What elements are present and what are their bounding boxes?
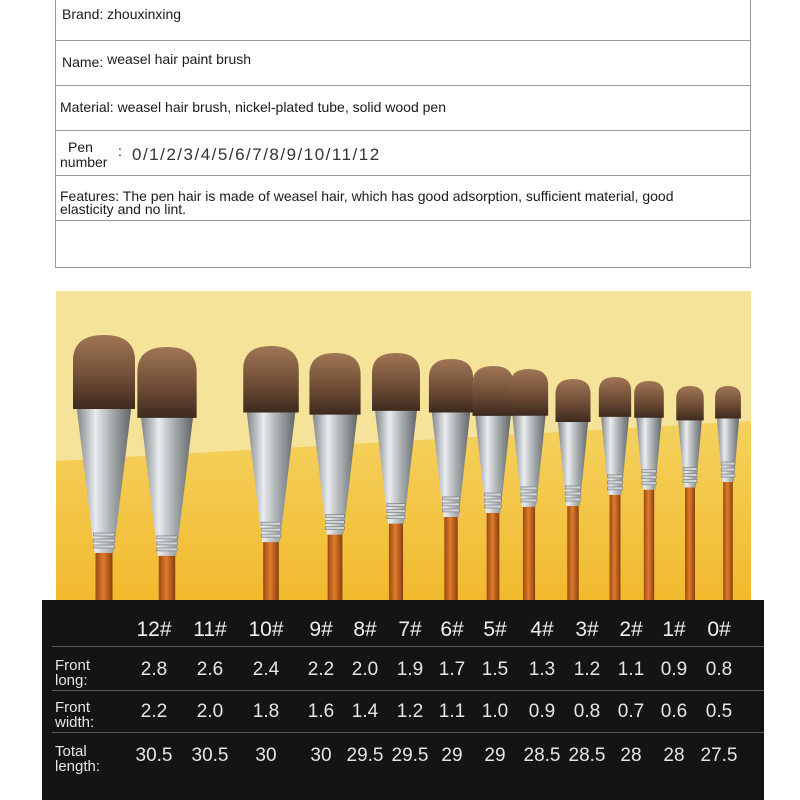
size-header-11: 11# [193,618,227,641]
front-long-value: 2.2 [307,659,335,680]
brush-handle [610,491,621,600]
row-divider-2 [52,732,764,733]
name-value: weasel hair paint brush [107,51,252,67]
size-header-4: 4# [530,618,554,641]
total-length-value: 29 [441,745,463,766]
front-width-label-line1: Front [55,699,91,716]
brush-crimp-ring [521,499,537,502]
header-divider [52,646,764,647]
size-header-6: 6# [440,618,464,641]
brush-handle [685,484,695,600]
brush-crimp-ring [608,475,623,478]
total-length-value: 29 [484,745,506,766]
front-width-value: 1.8 [252,701,280,722]
brush-crimp-ring [157,548,177,551]
front-long-label-line1: Front [55,657,91,674]
brush-crimp-ring [608,487,623,490]
total-length-value: 28.5 [523,745,561,766]
front-width-value: 1.6 [307,701,335,722]
front-long-value: 0.9 [660,659,688,680]
front-width-value: 1.0 [481,701,509,722]
brush-crimp-ring [442,509,459,512]
front-long-value: 2.6 [196,659,224,680]
brush-handle [96,549,113,600]
brush-crimp-ring [94,545,115,548]
brush-crimp-ring [326,515,345,518]
front-width-value: 1.4 [351,701,379,722]
front-long-value: 2.4 [252,659,280,680]
front-long-value: 1.9 [396,659,424,680]
brush-hair [510,369,548,416]
pen-key-line1: Pen [68,139,93,155]
front-width-label-line2: width: [55,714,95,731]
brush-handle [723,478,733,600]
front-width-label [55,700,94,730]
total-length-value: 28 [663,745,685,766]
brush-crimp-ring [642,482,656,485]
brush-crimp-ring [565,498,581,501]
total-length-value: 27.5 [700,745,738,766]
brush-crimp-ring [485,499,502,502]
spec-row-name [56,41,750,86]
front-width-value: 0.8 [573,701,601,722]
brush-crimp-ring [683,468,697,471]
material-text: Material: weasel hair brush, nickel-plated tube, solid wood pen [60,99,446,115]
total-length-label [55,744,100,774]
front-width-value: 0.7 [617,701,645,722]
size-header-8: 8# [353,618,377,641]
brush-handle [523,503,535,600]
spec-table [55,0,751,268]
size-header-1: 1# [662,618,686,641]
size-header-7: 7# [398,618,422,641]
spec-row-pen-number [56,131,750,176]
brush-crimp-ring [326,521,345,524]
pen-key-line2: number [60,154,108,170]
brush-crimp-ring [387,504,405,507]
brush-crimp-ring [261,534,281,537]
brush-crimp-ring [261,522,281,525]
front-long-label [55,658,90,688]
front-width-value: 0.9 [528,701,556,722]
front-long-value: 1.7 [438,659,466,680]
front-long-value: 1.2 [573,659,601,680]
front-width-value: 1.1 [438,701,466,722]
brush-hair [473,366,514,416]
total-length-value: 30 [255,745,277,766]
size-header-2: 2# [619,618,643,641]
front-width-value: 1.2 [396,701,424,722]
brush-hair [556,379,591,422]
brush-hair [599,377,631,417]
brush-crimp-ring [683,474,697,477]
brush-hair [715,386,741,418]
brush-crimp-ring [521,487,537,490]
brush-crimp-ring [94,533,115,536]
brush-handle [159,552,175,600]
front-long-value: 0.8 [705,659,733,680]
brush-handle [567,502,579,600]
brush-set-illustration [56,291,751,600]
total-length-value: 28.5 [568,745,606,766]
spec-row-material [56,86,750,131]
total-length-value: 28 [620,745,642,766]
brand-text: Brand: zhouxinxing [62,6,182,22]
brush-crimp-ring [485,505,502,508]
pen-colon: : [118,143,122,159]
brush-hair [243,346,299,413]
brush-crimp-ring [721,462,735,465]
brush-crimp-ring [157,536,177,539]
brush-hair [73,335,135,409]
front-long-value: 1.5 [481,659,509,680]
front-long-value: 2.0 [351,659,379,680]
total-length-value: 30.5 [191,745,229,766]
brush-crimp-ring [642,476,656,479]
brush-hair [137,347,196,418]
brush-crimp-ring [608,481,623,484]
front-long-label-line2: long: [55,672,88,689]
brush-crimp-ring [565,492,581,495]
brush-crimp-ring [442,497,459,500]
brush-crimp-ring [485,493,502,496]
pen-number-values: 0/1/2/3/4/5/6/7/8/9/10/11/12 [132,145,381,164]
brush-hair [429,359,473,413]
brush-crimp-ring [721,474,735,477]
brush-handle [487,509,500,600]
total-length-value: 30 [310,745,332,766]
front-width-value: 0.6 [660,701,688,722]
brush-crimp-ring [261,528,281,531]
brush-handle [263,538,279,600]
brush-hair [676,386,703,420]
brush-handle [328,531,343,600]
size-header-5: 5# [483,618,507,641]
size-header-12: 12# [136,618,172,641]
brush-crimp-ring [157,542,177,545]
brush-hair [634,381,664,418]
size-header-3: 3# [575,618,599,641]
size-header-9: 9# [309,618,333,641]
spec-row-features [56,176,750,221]
spec-row-empty [56,221,750,268]
total-length-value: 29.5 [391,745,429,766]
row-divider-1 [52,690,764,691]
spec-row-brand [56,0,750,41]
brush-crimp-ring [642,470,656,473]
dimensions-table [42,600,764,800]
total-length-value: 29.5 [346,745,384,766]
brush-crimp-ring [94,539,115,542]
front-long-value: 1.1 [617,659,645,680]
product-photo [56,291,751,600]
brush-hair [309,353,360,415]
brush-crimp-ring [683,480,697,483]
brush-crimp-ring [521,493,537,496]
size-header-0: 0# [707,618,731,641]
front-long-value: 1.3 [528,659,556,680]
name-key: Name: [62,54,104,70]
brush-handle [644,486,654,600]
brush-crimp-ring [326,527,345,530]
features-text: Features: The pen hair is made of weasel hair, which has good adsorption, sufficient material, good elasticity and no lint. [60,188,674,217]
brush-hair [372,353,420,411]
total-length-label-line1: Total [55,743,87,760]
total-length-value: 30.5 [135,745,173,766]
brush-crimp-ring [387,510,405,513]
brush-crimp-ring [442,503,459,506]
brush-crimp-ring [387,516,405,519]
brush-handle [444,513,457,600]
front-width-value: 2.0 [196,701,224,722]
front-width-value: 2.2 [140,701,168,722]
brush-crimp-ring [721,468,735,471]
front-width-value: 0.5 [705,701,733,722]
size-header-10: 10# [248,618,284,641]
front-long-value: 2.8 [140,659,168,680]
brush-handle [389,520,403,600]
total-length-label-line2: length: [55,758,101,775]
brush-crimp-ring [565,486,581,489]
